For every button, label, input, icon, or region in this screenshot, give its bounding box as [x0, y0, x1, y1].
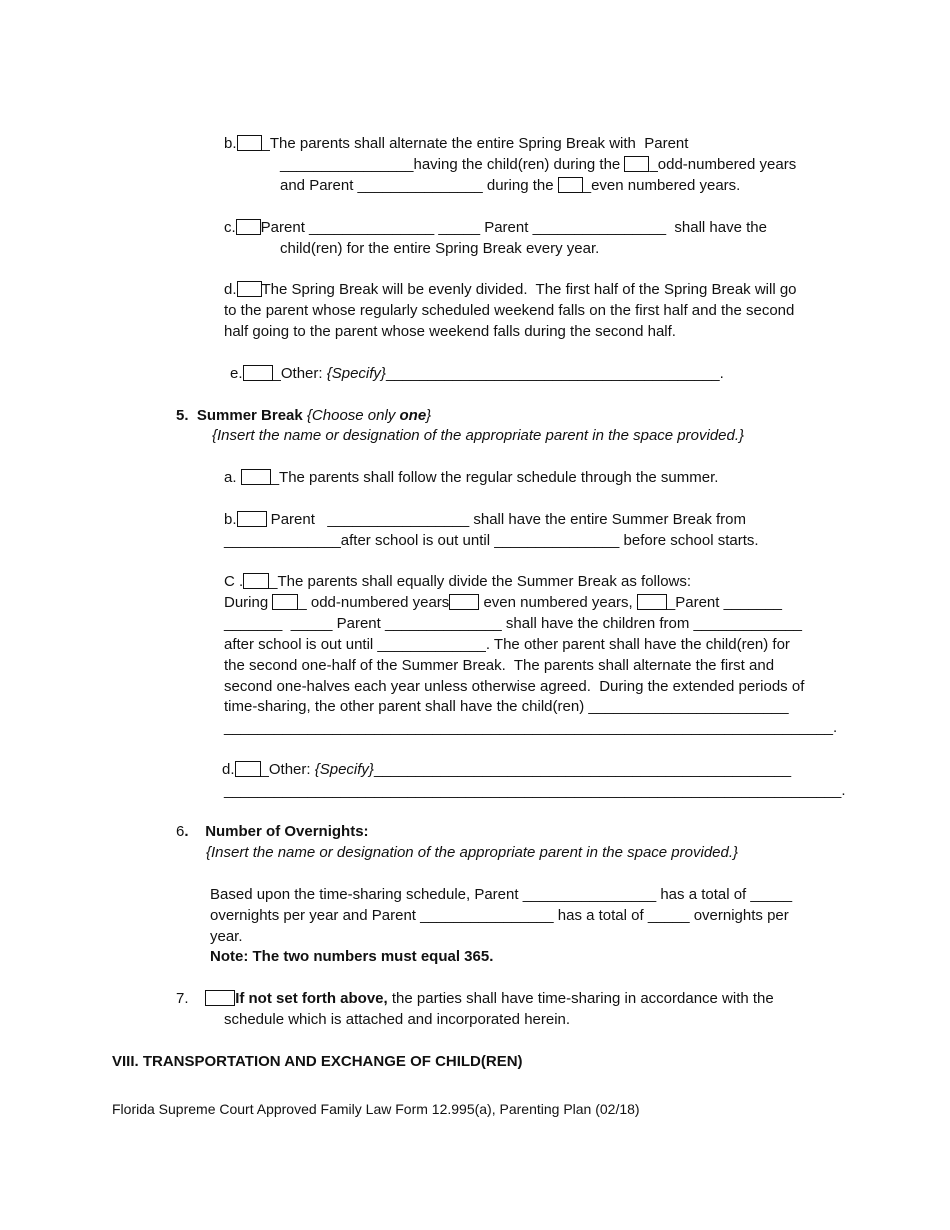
summer-b-checkbox[interactable]: [237, 511, 267, 527]
overnights-instruction: {Insert the name or designation of the appropriate parent in the space provided.}: [206, 844, 739, 861]
summer-d-checkbox[interactable]: [235, 761, 261, 777]
spring-e-specify-blank[interactable]: ________________________________________.: [385, 365, 724, 382]
summer-break-instruction: {Insert the name or designation of the appropriate parent in the space provided.}: [212, 427, 745, 444]
spring-c-checkbox[interactable]: [236, 219, 261, 235]
summer-d-line1: d. _Other: {Specify}__________________________________________________: [222, 761, 792, 778]
spring-c-line1: c. Parent _______________ _____ Parent ________________ shall have the: [224, 219, 767, 236]
spring-b-line1: b. _The parents shall alternate the entire Spring Break with Parent: [224, 135, 689, 152]
overnights-note: Note: The two numbers must equal 365.: [210, 948, 494, 965]
spring-d-line1: d. The Spring Break will be evenly divided. The first half of the Spring Break will go: [224, 281, 797, 298]
summer-c-line1: C . _The parents shall equally divide the Summer Break as follows:: [224, 573, 692, 590]
summer-break-heading: 5. Summer Break {Choose only one}: [176, 407, 432, 424]
spring-b-label: b.: [224, 135, 237, 152]
summer-c-line7: time-sharing, the other parent shall have the child(ren) ________________________: [224, 698, 789, 715]
spring-d-line2: to the parent whose regularly scheduled weekend falls on the first half and the second: [224, 302, 795, 319]
spring-b-line3: and Parent _______________ during the _even numbered years.: [280, 177, 741, 194]
overnights-heading: 6. Number of Overnights:: [176, 823, 369, 840]
spring-b-even-years-checkbox[interactable]: [558, 177, 583, 193]
summer-c-odd-years-checkbox[interactable]: [272, 594, 298, 610]
summer-c-parent-checkbox[interactable]: [637, 594, 667, 610]
section-viii-heading: VIII. TRANSPORTATION AND EXCHANGE OF CHILD(REN): [112, 1053, 523, 1070]
spring-d-checkbox[interactable]: [237, 281, 262, 297]
footer-form-id: Florida Supreme Court Approved Family Law Form 12.995(a), Parenting Plan (02/18): [112, 1101, 640, 1117]
summer-c-line8: _________________________________________________________________________.: [224, 719, 838, 736]
summer-a-line: a. _The parents shall follow the regular schedule through the summer.: [224, 469, 719, 486]
summer-a-checkbox[interactable]: [241, 469, 271, 485]
item7-checkbox[interactable]: [205, 990, 235, 1006]
summer-c-even-years-checkbox[interactable]: [449, 594, 479, 610]
spring-e-line: e. _Other: {Specify}________________________________________.: [230, 365, 724, 382]
summer-c-checkbox[interactable]: [243, 573, 269, 589]
summer-c-line3: _______ _____ Parent ______________ shall have the children from _____________: [224, 615, 802, 632]
item7-line1: 7. If not set forth above, the parties shall have time-sharing in accordance with the: [176, 990, 774, 1007]
summer-d-line2[interactable]: __________________________________________________________________________.: [224, 782, 846, 799]
summer-d-specify-blank[interactable]: __________________________________________________: [373, 761, 792, 778]
spring-e-checkbox[interactable]: [243, 365, 273, 381]
summer-c-line4: after school is out until _____________. The other parent shall have the child(ren) for: [224, 636, 790, 653]
spring-c-line2: child(ren) for the entire Spring Break every year.: [280, 240, 600, 257]
overnights-line3: year.: [210, 928, 243, 945]
item7-line2: schedule which is attached and incorporated herein.: [224, 1011, 571, 1028]
overnights-line2: overnights per year and Parent ________________ has a total of _____ overnights per: [210, 907, 789, 924]
spring-b-checkbox[interactable]: [237, 135, 262, 151]
overnights-line1: Based upon the time-sharing schedule, Parent ________________ has a total of _____: [210, 886, 793, 903]
spring-d-line3: half going to the parent whose weekend falls during the second half.: [224, 323, 676, 340]
summer-c-line2: During _ odd-numbered years even numbered years, _Parent _______: [224, 594, 782, 611]
spring-b-odd-years-checkbox[interactable]: [624, 156, 649, 172]
summer-c-line6: second one-halves each year unless otherwise agreed. During the extended periods of: [224, 678, 805, 695]
summer-b-line1: b. Parent _________________ shall have the entire Summer Break from: [224, 511, 746, 528]
summer-b-line2: ______________after school is out until _______________ before school starts.: [224, 532, 759, 549]
spring-b-line2: ________________having the child(ren) during the _odd-numbered years: [280, 156, 797, 173]
summer-c-line5: the second one-half of the Summer Break. The parents shall alternate the first and: [224, 657, 775, 674]
